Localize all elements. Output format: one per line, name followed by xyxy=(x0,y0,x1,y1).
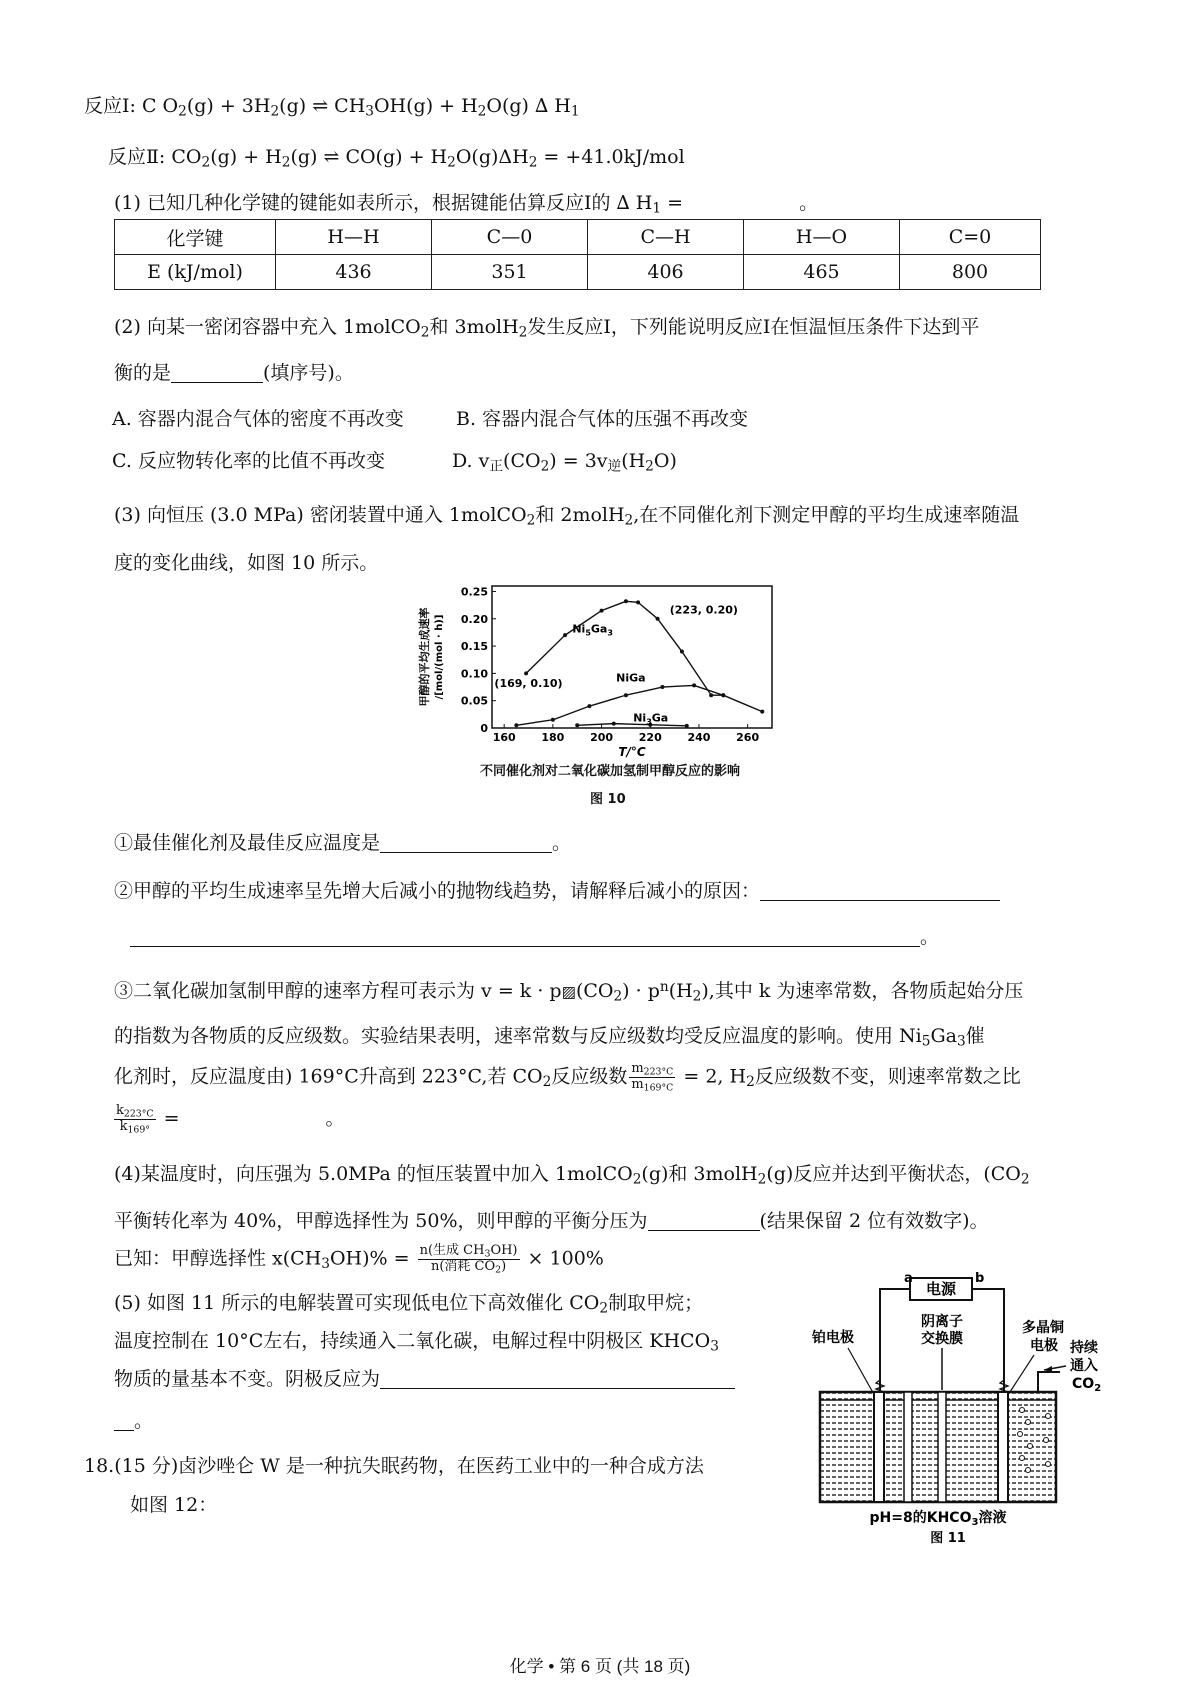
x-tick-label: 200 xyxy=(590,731,614,744)
series-line-Ni5Ga3 xyxy=(526,601,762,711)
data-point-Ni5Ga3 xyxy=(680,650,684,654)
data-point-NiGa xyxy=(587,704,591,708)
data-point-Ni5Ga3 xyxy=(709,693,713,697)
data-point-Ni3Ga xyxy=(612,722,616,726)
table-cell: E (kJ/mol) xyxy=(115,255,276,290)
copper-electrode xyxy=(998,1392,1008,1502)
x-tick-label: 160 xyxy=(492,731,516,744)
data-point-NiGa xyxy=(692,683,696,687)
solution-label: pH=8的$KHCO_3$溶液 xyxy=(869,1510,1007,1528)
y-tick-label: 0 xyxy=(480,722,488,735)
question-18-line-2: 如图 12： xyxy=(130,1494,218,1516)
y-axis-label: 甲醇的平均生成速率 xyxy=(418,607,431,707)
membrane-label-2: 交换膜 xyxy=(921,1331,963,1347)
x-tick-label: 260 xyxy=(736,731,760,744)
table-cell: H—H xyxy=(276,220,432,255)
table-cell: 化学键 xyxy=(115,220,276,255)
y-axis-unit: /[mol/(mol · h)] xyxy=(434,614,445,700)
figure-10-label: 图 10 xyxy=(590,792,626,807)
y-tick-label: 0.15 xyxy=(460,640,488,654)
series-label-Ni3Ga: $Ni_3Ga$ xyxy=(633,711,669,727)
y-tick-label: 0.10 xyxy=(460,667,488,681)
co2-label-3: $CO_2$ xyxy=(1072,1376,1102,1394)
cu-leader xyxy=(1008,1355,1034,1395)
data-point-NiGa xyxy=(660,685,664,689)
co2-label-1: 持续 xyxy=(1070,1340,1098,1356)
question-2-line-1: (2) 向某一密闭容器中充入 1molCO$_2$和 3molH$_2$发生反应Ⅰ，下列能说明反应Ⅰ在恒温恒压条件下达到平 xyxy=(114,316,980,341)
y-tick-label: 0.25 xyxy=(460,585,488,599)
reaction-1: 反应Ⅰ: C $O_2(g) + 3H_2(g)$ ⇌ $CH_3OH(g) + H_2O(g)$ ∆ $H_1$ xyxy=(84,95,580,120)
data-point-Ni5Ga3 xyxy=(524,671,528,675)
membrane-label-1: 阴离子 xyxy=(921,1314,963,1330)
copper-electrode-label-1: 多晶铜 xyxy=(1022,1320,1064,1336)
annotation-peak: (223, 0.20) xyxy=(669,603,738,617)
option-c: C. 反应物转化率的比值不再改变 xyxy=(112,450,385,472)
reaction-2: 反应Ⅱ: $CO_2(g) + H_2(g)$ ⇌ $CO(g) + H_2O(g)\Delta H_2 = +41.0kJ/mol$ xyxy=(108,146,685,171)
order-ratio-fraction: $\frac{m_{223^\circ C}}{m_{169^\circ C}}$ xyxy=(631,1061,674,1094)
question-1: (1) 已知几种化学键的键能如表所示，根据键能估算反应Ⅰ的 ∆ $H_1$ = 。 xyxy=(114,192,819,217)
series-label-Ni5Ga3: $Ni_5Ga_3$ xyxy=(572,622,613,638)
copper-electrode-label-2: 电极 xyxy=(1030,1338,1058,1354)
question-5-line-2: 温度控制在 10°C左右，持续通入二氧化碳，电解过程中阴极区 $KHCO_3$ xyxy=(114,1330,719,1355)
table-row xyxy=(115,220,1041,255)
question-3-2: ②甲醇的平均生成速率呈先增大后减小的抛物线趋势，请解释后减小的原因： xyxy=(114,880,1000,903)
table-cell: C—H xyxy=(588,220,744,255)
power-supply-label: 电源 xyxy=(925,1280,957,1298)
question-3-3-line-1: ③二氧化碳加氢制甲醇的速率方程可表示为 $v = k \cdot p▨(CO_2) \cdot p^n(H_2)$,其中 k 为速率常数，各物质起始分压 xyxy=(114,978,1024,1005)
annotation-start: (169, 0.10) xyxy=(494,677,563,691)
terminal-b-label: b xyxy=(975,1271,985,1286)
page-footer: 化学 • 第 6 页 (共 18 页) xyxy=(509,1657,691,1676)
figure-11-electrolysis-diagram xyxy=(808,1270,1108,1546)
wire-left xyxy=(880,1289,910,1392)
option-a: A. 容器内混合气体的密度不再改变 xyxy=(112,408,404,430)
question-4-line-2: 平衡转化率为 40%，甲醇选择性为 50%，则甲醇的平衡分压为 (结果保留 2 位有效数字)。 xyxy=(114,1210,989,1232)
data-point-NiGa xyxy=(624,693,628,697)
series-line-NiGa xyxy=(516,685,723,725)
series-line-Ni3Ga xyxy=(577,724,687,726)
question-5-line-1: (5) 如图 11 所示的电解装置可实现低电位下高效催化 $CO_2$制取甲烷； xyxy=(114,1292,704,1317)
table-cell: H—O xyxy=(744,220,900,255)
x-tick-label: 180 xyxy=(541,731,565,744)
pt-leader xyxy=(848,1348,876,1398)
question-3-2-answer-line: 。 xyxy=(130,926,939,949)
selectivity-fraction: $\frac{n(生成 CH_3OH)}{n(消耗 CO_2)}$ xyxy=(419,1243,518,1276)
platinum-electrode xyxy=(874,1392,884,1502)
question-5-line-4: 。 xyxy=(114,1410,153,1433)
x-tick-label: 240 xyxy=(687,731,711,744)
x-tick-label: 220 xyxy=(638,731,662,744)
data-point-Ni5Ga3 xyxy=(563,633,567,637)
option-b: B. 容器内混合气体的压强不再改变 xyxy=(456,408,749,430)
data-point-Ni5Ga3 xyxy=(656,617,660,621)
question-3-1: ①最佳催化剂及最佳反应温度是 。 xyxy=(114,832,572,854)
data-point-Ni3Ga xyxy=(685,724,689,728)
co2-label-2: 通入 xyxy=(1070,1358,1098,1374)
data-point-Ni5Ga3 xyxy=(600,609,604,613)
question-18-line-1: 18.(15 分)卤沙唑仑 W 是一种抗失眠药物，在医药工业中的一种合成方法 xyxy=(84,1455,704,1477)
table-cell: 351 xyxy=(432,255,588,290)
table-cell: 406 xyxy=(588,255,744,290)
figure-10-caption: 不同催化剂对二氧化碳加氢制甲醇反应的影响 xyxy=(480,764,741,779)
question-4-line-3: 已知：甲醇选择性 $x(CH_3OH)\%$ = $\frac{n(生成 CH_3OH)}{n(消耗 CO_2)}$ × 100% xyxy=(114,1243,604,1276)
x-axis-label: T/°C xyxy=(618,745,646,759)
option-d: D. $v_正(CO_2) = 3v_逆(H_2O)$ xyxy=(452,450,677,475)
question-3-line-1: (3) 向恒压 (3.0 MPa) 密闭装置中通入 1molCO$_2$和 2molH$_2$,在不同催化剂下测定甲醇的平均生成速率随温 xyxy=(114,504,1020,529)
anion-exchange-membrane xyxy=(938,1392,946,1502)
figure-10-chart xyxy=(420,578,780,758)
separator-left xyxy=(904,1392,912,1502)
question-2-line-2: 衡的是 (填序号)。 xyxy=(114,362,354,384)
data-point-NiGa xyxy=(721,693,725,697)
figure-11-label: 图 11 xyxy=(930,1531,966,1546)
y-tick-label: 0.20 xyxy=(460,612,488,626)
rate-constant-fraction: $\frac{k_{223^\circ C}}{k_{169^\circ}}$ xyxy=(116,1103,154,1136)
bond-energy-table xyxy=(114,219,1041,290)
question-5-line-3: 物质的量基本不变。阴极反应为 xyxy=(114,1368,735,1391)
data-point-Ni3Ga xyxy=(575,723,579,727)
y-tick-label: 0.05 xyxy=(460,694,488,708)
table-cell: C—0 xyxy=(432,220,588,255)
question-3-line-2: 度的变化曲线，如图 10 所示。 xyxy=(114,552,379,574)
table-cell: 465 xyxy=(744,255,900,290)
question-4-line-1: (4)某温度时，向压强为 5.0MPa 的恒压装置中加入 1molCO$_2$(g)和 3molH$_2$(g)反应并达到平衡状态，($CO_2$ xyxy=(114,1163,1030,1188)
data-point-Ni5Ga3 xyxy=(636,600,640,604)
platinum-electrode-label: 铂电极 xyxy=(812,1330,854,1346)
question-3-3-line-2: 的指数为各物质的反应级数。实验结果表明，速率常数与反应级数均受反应温度的影响。使用 $Ni_5Ga_3$催 xyxy=(114,1025,985,1050)
wire-right xyxy=(972,1289,1004,1392)
data-point-NiGa xyxy=(514,723,518,727)
table-cell: 436 xyxy=(276,255,432,290)
table-row xyxy=(115,255,1041,290)
data-point-Ni5Ga3 xyxy=(760,710,764,714)
table-cell: C=0 xyxy=(900,220,1041,255)
series-label-NiGa: NiGa xyxy=(616,671,646,685)
question-3-3-line-3: 化剂时，反应温度由) 169°C升高到 223°C,若 $CO_2$反应级数 $\frac{m_{223^\circ C}}{m_{169^\circ C}}$ = 2, $H_2$反应级数不变，则速率常数之比 xyxy=(114,1061,1021,1094)
table-cell: 800 xyxy=(900,255,1041,290)
terminal-a-label: a xyxy=(904,1271,913,1286)
data-point-NiGa xyxy=(551,718,555,722)
question-3-3-line-4: $\frac{k_{223^\circ C}}{k_{169^\circ}}$ = 。 xyxy=(116,1103,345,1136)
data-point-Ni5Ga3 xyxy=(624,599,628,603)
